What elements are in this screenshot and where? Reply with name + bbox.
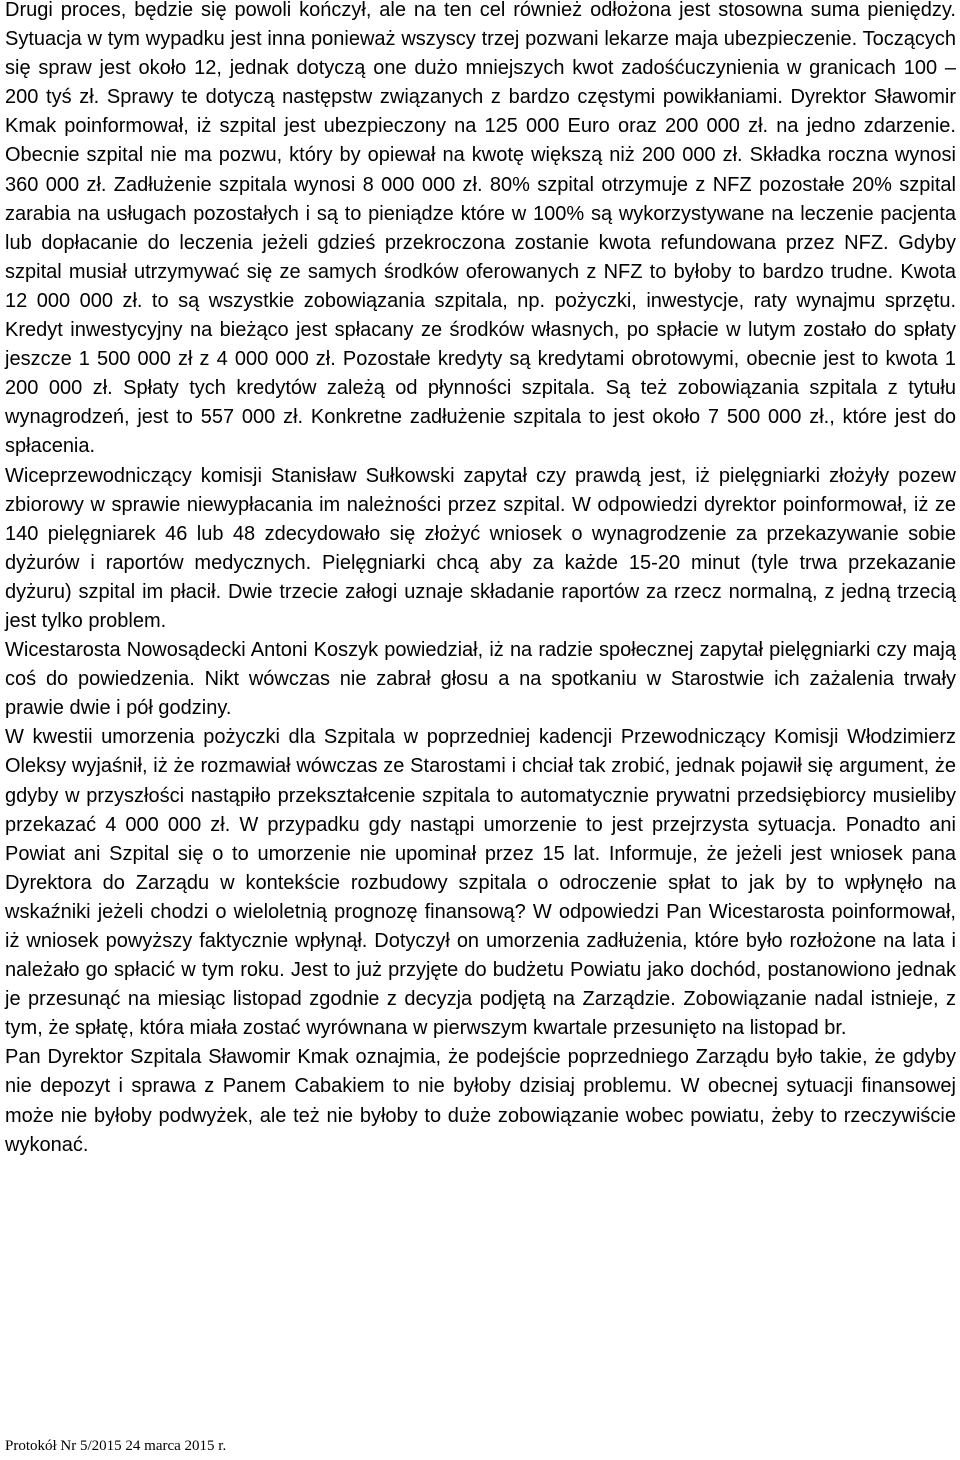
paragraph-lawsuits-and-debt: Drugi proces, będzie się powoli kończył, ale na ten cel również odłożona jest stosowna suma pieniędzy. Sytuacja w tym wypadku jest inna ponieważ wszyscy trzej pozwani lekarze maja ubezpieczenie. Toczących się spraw jest około 12, jednak dotyczą one dużo mniejszych kwot zadośćuczynienia w granicach 100 – 200 tyś zł. Sprawy te dotyczą następstw związanych z bardzo częstymi powikłaniami. Dyrektor Sławomir Kmak poinformował, iż szpital jest ubezpieczony na 125 000 Euro oraz 200 000 zł. na jedno zdarzenie. Obecnie szpital nie ma pozwu, który by opiewał na kwotę większą niż 200 000 zł. Składka roczna wynosi 360 000 zł. Zadłużenie szpitala wynosi 8 000 000 zł. 80% szpital otrzymuje z NFZ pozostałe 20% szpital zarabia na usługach pozostałych i są to pieniądze które w 100% są wykorzystywane na leczenie pacjenta lub dopłacanie do leczenia jeżeli gdzieś przekroczona zostanie kwota refundowana przez NFZ. Gdyby szpital musiał utrzymywać się ze samych środków oferowanych z NFZ to byłoby to bardzo trudne. Kwota 12 000 000 zł. to są wszystkie zobowiązania szpitala, np. pożyczki, inwestycje, raty wynajmu sprzętu. Kredyt inwestycyjny na bieżąco jest spłacany ze środków własnych, po spłacie w lutym zostało do spłaty jeszcze 1 500 000 zł z 4 000 000 zł. Pozostałe kredyty są kredytami obrotowymi, obecnie jest to kwota 1 200 000 zł. Spłaty tych kredytów zależą od płynności szpitala. Są też zobowiązania szpitala z tytułu wynagrodzeń, jest to 557 000 zł. Konkretne zadłużenie szpitala to jest około 7 500 000 zł., które jest do spłacenia. [5, 0, 956, 458]
paragraph-director-statement: Pan Dyrektor Szpitala Sławomir Kmak oznajmia, że podejście poprzedniego Zarządu było takie, że gdyby nie depozyt i sprawa z Panem Cabakiem to nie byłoby dzisiaj problemu. W obecnej sytuacji finansowej może nie byłoby podwyżek, ale też nie byłoby to duże zobowiązanie wobec powiatu, żeby to rzeczywiście wykonać. [5, 1046, 956, 1156]
paragraph-loan-remission: W kwestii umorzenia pożyczki dla Szpitala w poprzedniej kadencji Przewodniczący Komisji Włodzimierz Oleksy wyjaśnił, iż że rozmawiał wówczas ze Starostami i chciał tak zrobić, jednak pojawił się argument, że gdyby w przyszłości nastąpiło przekształcenie szpitala to automatycznie prywatni przedsiębiorcy musieliby przekazać 4 000 000 zł. W przypadku gdy nastąpi umorzenie to jest przejrzysta sytuacja. Ponadto ani Powiat ani Szpital się o to umorzenie nie upominał przez 15 lat. Informuje, że jeżeli jest wniosek pana Dyrektora do Zarządu w kontekście rozbudowy szpitala o odroczenie spłat to jak by to wpłynęło na wskaźniki jeżeli chodzi o wieloletnią prognozę finansową? W odpowiedzi Pan Wicestarosta poinformował, iż wniosek powyższy faktycznie wpłynął. Dotyczył on umorzenia zadłużenia, które było rozłożone na lata i należało go spłacić w tym roku. Jest to już przyjęte do budżetu Powiatu jako dochód, postanowiono jednak je przesunąć na miesiąc listopad zgodnie z decyzja podjętą na Zarządzie. Zobowiązanie nadal istnieje, z tym, że spłatę, która miała zostać wyrównana w pierwszym kwartale przesunięto na listopad br. [5, 726, 956, 1040]
paragraph-vice-starost-remarks: Wicestarosta Nowosądecki Antoni Koszyk powiedział, iż na radzie społecznej zapytał pielęgniarki czy mają coś do powiedzenia. Nikt wówczas nie zabrał głosu a na spotkaniu w Starostwie ich zażalenia trwały prawie dwie i pół godziny. [5, 639, 956, 720]
paragraph-nurses-lawsuit: Wiceprzewodniczący komisji Stanisław Sułkowski zapytał czy prawdą jest, iż pielęgniarki złożyły pozew zbiorowy w sprawie niewypłacania im należności przez szpital. W odpowiedzi dyrektor poinformował, iż ze 140 pielęgniarek 46 lub 48 zdecydowało się złożyć wniosek o wynagrodzenie za przekazywanie sobie dyżurów i raportów medycznych. Pielęgniarki chcą aby za każde 15-20 minut (tyle trwa przekazanie dyżuru) szpital im płacił. Dwie trzecie załogi uznaje składanie raportów za rzecz normalną, z jedną trzecią jest tylko problem. [5, 464, 956, 632]
document-body [5, 0, 956, 1160]
page-footer: Protokół Nr 5/2015 24 marca 2015 r. [5, 1438, 227, 1454]
